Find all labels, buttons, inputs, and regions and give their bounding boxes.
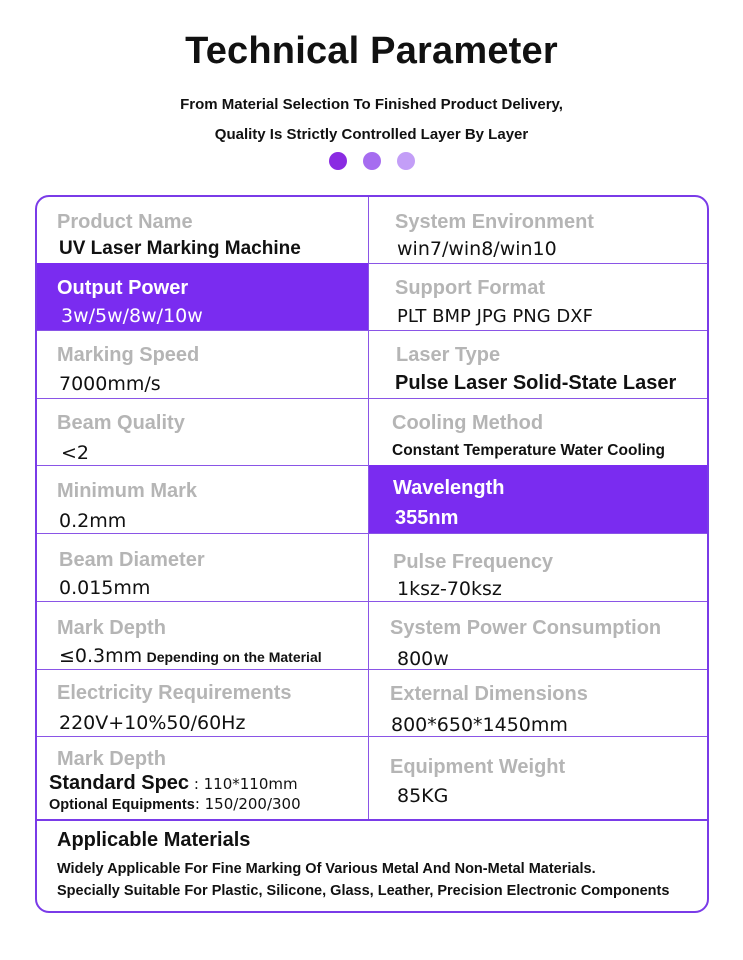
- system-power-label: System Power Consumption: [390, 617, 662, 639]
- external-dimensions-label: External Dimensions: [390, 683, 588, 705]
- minimum-mark-value: 0.2mm: [59, 510, 127, 532]
- page-title: Technical Parameter: [185, 30, 558, 72]
- electricity-cell: [37, 669, 369, 736]
- optional-equipments-key: Optional Equipments: [49, 797, 195, 813]
- system-environment-cell: [369, 197, 707, 263]
- standard-spec-line: [49, 772, 298, 795]
- support-format-label: Support Format: [395, 277, 545, 299]
- output-power-label: Output Power: [57, 277, 189, 299]
- system-power-value: 800w: [397, 648, 449, 670]
- mark-depth-value-group: [59, 645, 322, 667]
- subtitle-line-2: Quality Is Strictly Controlled Layer By Layer: [214, 126, 529, 143]
- minimum-mark-label: Minimum Mark: [57, 480, 198, 502]
- external-dimensions-value: 800*650*1450mm: [391, 714, 568, 736]
- equipment-weight-label: Equipment Weight: [390, 756, 566, 778]
- dot-2: [363, 152, 381, 170]
- mark-depth-note: Depending on the Material: [146, 649, 322, 665]
- marking-speed-label: Marking Speed: [57, 344, 200, 366]
- support-format-value: PLT BMP JPG PNG DXF: [397, 306, 593, 327]
- marking-speed-cell: [37, 330, 369, 398]
- equipment-weight-cell: [369, 736, 707, 819]
- support-format-cell: [369, 263, 707, 330]
- electricity-value: 220V+10%50/60Hz: [59, 712, 246, 734]
- pulse-frequency-cell: [369, 533, 707, 601]
- standard-spec-key: Standard Spec: [49, 772, 190, 794]
- mark-depth-value: ≤0.3mm: [59, 645, 143, 667]
- laser-type-cell: [369, 330, 707, 398]
- product-name-value: UV Laser Marking Machine: [59, 238, 301, 259]
- wavelength-cell: [369, 465, 707, 533]
- output-power-value: 3w/5w/8w/10w: [61, 305, 203, 327]
- param-row-2: [37, 263, 707, 331]
- mark-depth-cell: [37, 601, 369, 669]
- subtitle-line-1: From Material Selection To Finished Product Delivery,: [180, 96, 563, 113]
- cooling-method-cell: [369, 398, 707, 465]
- product-name-label: Product Name: [57, 211, 193, 233]
- decorative-dots: [0, 152, 743, 170]
- system-environment-label: System Environment: [395, 211, 594, 233]
- param-row-9: [37, 736, 707, 821]
- optional-equipments-line: [49, 795, 301, 814]
- laser-type-value: Pulse Laser Solid-State Laser: [395, 372, 677, 394]
- standard-spec-value: : 110*110mm: [189, 775, 298, 793]
- system-power-cell: [369, 601, 707, 669]
- param-row-7: [37, 601, 707, 670]
- laser-type-label: Laser Type: [396, 344, 501, 366]
- beam-diameter-cell: [37, 533, 369, 601]
- parameter-panel: [35, 195, 709, 913]
- external-dimensions-cell: [369, 669, 707, 736]
- applicable-materials-line-1: Widely Applicable For Fine Marking Of Various Metal And Non-Metal Materials.: [57, 861, 596, 877]
- dot-3: [397, 152, 415, 170]
- param-row-8: [37, 669, 707, 737]
- param-row-4: [37, 398, 707, 466]
- minimum-mark-cell: [37, 465, 369, 533]
- equipment-weight-value: 85KG: [397, 785, 449, 807]
- wavelength-value: 355nm: [395, 507, 459, 529]
- marking-speed-value: 7000mm/s: [59, 373, 161, 395]
- pulse-frequency-label: Pulse Frequency: [393, 551, 554, 573]
- pulse-frequency-value: 1ksz-70ksz: [397, 578, 502, 600]
- beam-quality-value: <2: [61, 442, 90, 464]
- applicable-materials-title: Applicable Materials: [57, 829, 251, 851]
- system-environment-value: win7/win8/win10: [397, 238, 557, 260]
- param-row-5: [37, 465, 707, 534]
- cooling-method-label: Cooling Method: [392, 412, 544, 434]
- beam-quality-label: Beam Quality: [57, 412, 185, 434]
- param-row-1: [37, 197, 707, 264]
- cooling-method-value: Constant Temperature Water Cooling: [392, 442, 665, 459]
- dot-1: [329, 152, 347, 170]
- mark-depth-label: Mark Depth: [57, 617, 166, 639]
- product-name-cell: [37, 197, 369, 263]
- beam-diameter-label: Beam Diameter: [59, 549, 205, 571]
- electricity-label: Electricity Requirements: [57, 682, 292, 704]
- beam-quality-cell: [37, 398, 369, 465]
- mark-depth-spec-cell: [37, 736, 369, 819]
- applicable-materials-line-2: Specially Suitable For Plastic, Silicone, Glass, Leather, Precision Electronic Components: [57, 883, 670, 899]
- wavelength-label: Wavelength: [393, 477, 505, 499]
- beam-diameter-value: 0.015mm: [59, 577, 151, 599]
- optional-equipments-value: : 150/200/300: [194, 795, 301, 813]
- param-row-6: [37, 533, 707, 602]
- param-row-3: [37, 330, 707, 399]
- output-power-cell: [37, 263, 369, 330]
- mark-depth-spec-label: Mark Depth: [57, 748, 166, 770]
